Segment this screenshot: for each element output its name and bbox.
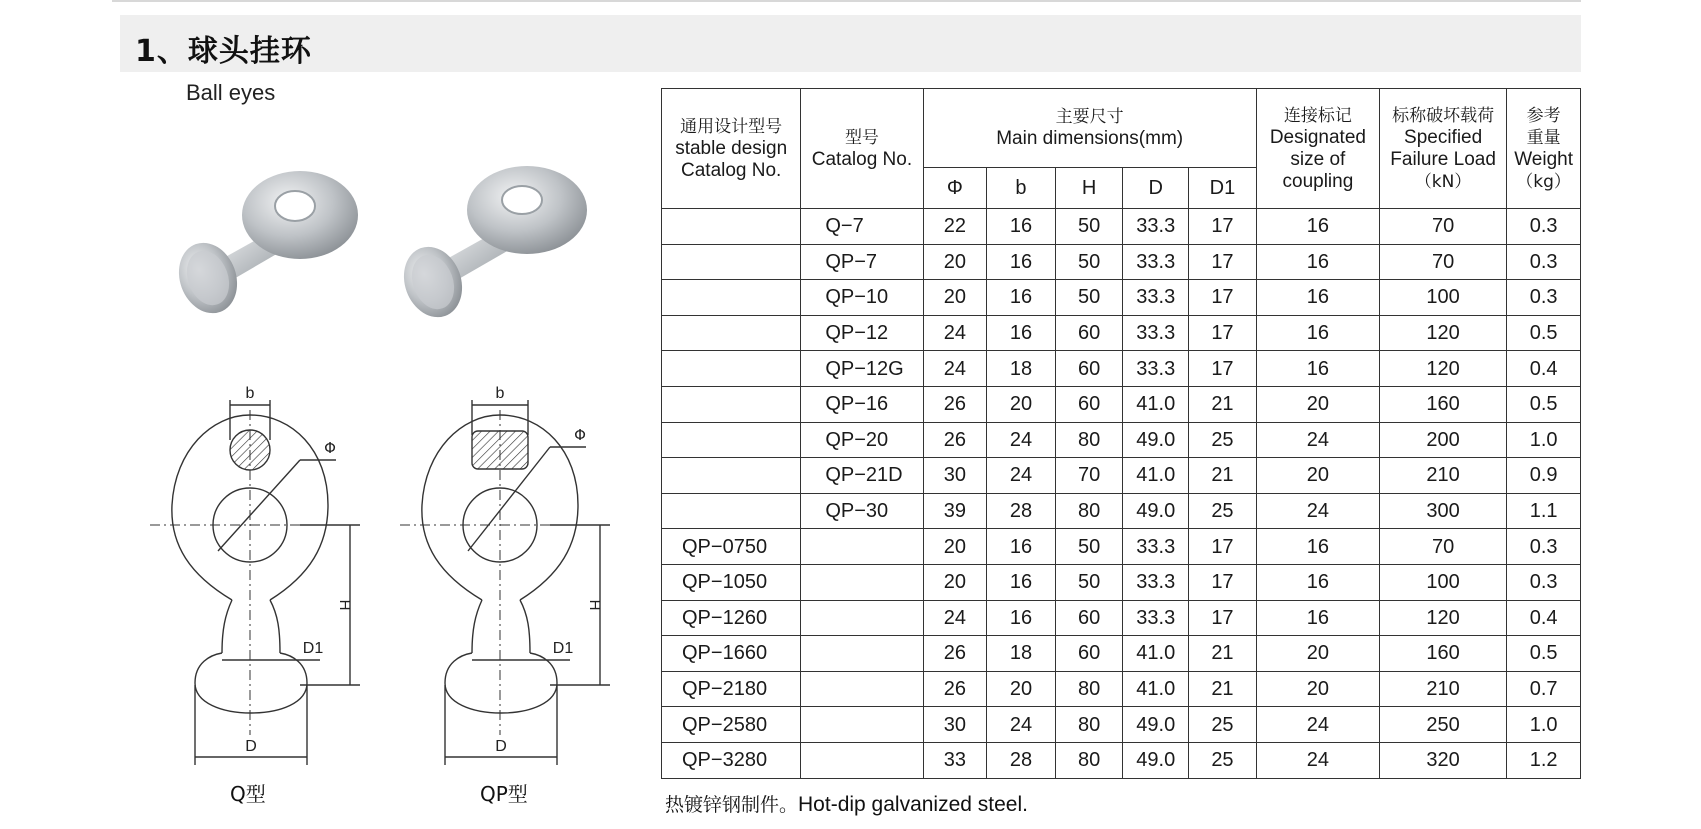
cell-design: QP−1660 xyxy=(662,636,801,672)
cell-design xyxy=(662,280,801,316)
cell-d: 33.3 xyxy=(1123,564,1189,600)
label-phi: Φ xyxy=(574,426,586,444)
cell-catalog: QP−12G xyxy=(801,351,923,387)
table-row xyxy=(662,529,1581,565)
cell-phi: 24 xyxy=(923,600,987,636)
section-header xyxy=(120,15,1581,72)
section-subtitle: Ball eyes xyxy=(186,80,276,105)
table-row xyxy=(662,209,1581,245)
table-row xyxy=(662,458,1581,494)
spec-table-body xyxy=(662,209,1581,779)
header-d: D xyxy=(1123,168,1189,209)
cell-catalog xyxy=(801,671,923,707)
header-main-dimensions: 主要尺寸 Main dimensions(mm) xyxy=(923,89,1256,168)
table-row xyxy=(662,564,1581,600)
cell-d1: 25 xyxy=(1189,742,1257,778)
cell-b: 24 xyxy=(987,422,1056,458)
label-h: H xyxy=(586,599,603,611)
cell-b: 18 xyxy=(987,351,1056,387)
footnote xyxy=(665,790,1028,817)
cell-coupling: 24 xyxy=(1256,742,1379,778)
table-row xyxy=(662,742,1581,778)
cell-b: 28 xyxy=(987,493,1056,529)
label-d: D xyxy=(245,738,257,755)
cell-d1: 17 xyxy=(1189,315,1257,351)
cell-design xyxy=(662,493,801,529)
cell-design: QP−1260 xyxy=(662,600,801,636)
cell-load: 70 xyxy=(1379,244,1506,280)
cell-catalog xyxy=(801,636,923,672)
cell-weight: 0.5 xyxy=(1507,386,1581,422)
cell-d: 49.0 xyxy=(1123,493,1189,529)
cell-phi: 39 xyxy=(923,493,987,529)
cell-weight: 1.0 xyxy=(1507,707,1581,743)
cell-design: QP−3280 xyxy=(662,742,801,778)
cell-d1: 17 xyxy=(1189,564,1257,600)
cell-catalog: QP−16 xyxy=(801,386,923,422)
cell-h: 80 xyxy=(1055,493,1123,529)
table-row xyxy=(662,493,1581,529)
table-row xyxy=(662,600,1581,636)
cell-coupling: 20 xyxy=(1256,386,1379,422)
cell-h: 60 xyxy=(1055,600,1123,636)
drawing-q-type xyxy=(150,385,400,770)
cell-weight: 0.3 xyxy=(1507,529,1581,565)
cell-d: 49.0 xyxy=(1123,742,1189,778)
drawing-qp-type xyxy=(400,385,650,770)
cell-design xyxy=(662,458,801,494)
caption-qp-type: QP型 xyxy=(480,782,528,806)
table-row xyxy=(662,636,1581,672)
cell-catalog: QP−20 xyxy=(801,422,923,458)
cell-catalog: QP−7 xyxy=(801,244,923,280)
cell-coupling: 24 xyxy=(1256,422,1379,458)
cell-weight: 0.3 xyxy=(1507,280,1581,316)
header-d1: D1 xyxy=(1189,168,1257,209)
cell-load: 70 xyxy=(1379,209,1506,245)
cell-load: 100 xyxy=(1379,564,1506,600)
cell-design xyxy=(662,244,801,280)
cell-h: 80 xyxy=(1055,671,1123,707)
cell-d1: 17 xyxy=(1189,529,1257,565)
header-phi: Φ xyxy=(923,168,987,209)
cell-coupling: 16 xyxy=(1256,280,1379,316)
section-title: 1、球头挂环 xyxy=(135,34,312,69)
label-b: b xyxy=(495,385,505,402)
cell-phi: 20 xyxy=(923,244,987,280)
cell-h: 60 xyxy=(1055,315,1123,351)
cell-h: 50 xyxy=(1055,564,1123,600)
cell-load: 120 xyxy=(1379,315,1506,351)
label-b: b xyxy=(245,385,255,402)
cell-b: 16 xyxy=(987,564,1056,600)
cell-load: 210 xyxy=(1379,671,1506,707)
cell-b: 16 xyxy=(987,280,1056,316)
cell-coupling: 16 xyxy=(1256,315,1379,351)
cell-catalog xyxy=(801,564,923,600)
cell-d1: 21 xyxy=(1189,671,1257,707)
cell-d: 41.0 xyxy=(1123,636,1189,672)
cell-h: 80 xyxy=(1055,707,1123,743)
cell-load: 70 xyxy=(1379,529,1506,565)
cell-phi: 26 xyxy=(923,636,987,672)
cell-coupling: 16 xyxy=(1256,600,1379,636)
cell-h: 50 xyxy=(1055,244,1123,280)
cell-load: 200 xyxy=(1379,422,1506,458)
cell-d: 33.3 xyxy=(1123,351,1189,387)
cell-coupling: 20 xyxy=(1256,458,1379,494)
cell-b: 24 xyxy=(987,707,1056,743)
cell-b: 16 xyxy=(987,600,1056,636)
top-rule xyxy=(112,0,1581,2)
label-d1: D1 xyxy=(552,640,574,657)
cell-d1: 17 xyxy=(1189,351,1257,387)
cell-design: QP−2580 xyxy=(662,707,801,743)
cell-d1: 21 xyxy=(1189,386,1257,422)
cell-d: 33.3 xyxy=(1123,280,1189,316)
spec-table xyxy=(661,88,1581,779)
cell-phi: 24 xyxy=(923,351,987,387)
cell-catalog xyxy=(801,707,923,743)
cell-coupling: 16 xyxy=(1256,529,1379,565)
cell-b: 16 xyxy=(987,315,1056,351)
cell-d1: 25 xyxy=(1189,707,1257,743)
cell-h: 80 xyxy=(1055,422,1123,458)
cell-coupling: 24 xyxy=(1256,707,1379,743)
cell-d1: 21 xyxy=(1189,458,1257,494)
cell-weight: 0.3 xyxy=(1507,209,1581,245)
cell-load: 100 xyxy=(1379,280,1506,316)
cell-b: 16 xyxy=(987,529,1056,565)
cell-d: 33.3 xyxy=(1123,529,1189,565)
cell-catalog xyxy=(801,742,923,778)
cell-phi: 20 xyxy=(923,280,987,316)
cell-catalog: QP−10 xyxy=(801,280,923,316)
table-row xyxy=(662,244,1581,280)
header-failure-load: 标称破坏载荷 Specified Failure Load （kN） xyxy=(1379,89,1506,209)
cell-coupling: 16 xyxy=(1256,351,1379,387)
header-coupling: 连接标记 Designated size of coupling xyxy=(1256,89,1379,209)
cell-d: 41.0 xyxy=(1123,386,1189,422)
cell-load: 160 xyxy=(1379,386,1506,422)
cell-weight: 0.5 xyxy=(1507,315,1581,351)
cell-catalog: QP−21D xyxy=(801,458,923,494)
cell-load: 120 xyxy=(1379,600,1506,636)
table-row xyxy=(662,351,1581,387)
label-d1: D1 xyxy=(302,640,324,657)
cell-h: 80 xyxy=(1055,742,1123,778)
cell-weight: 1.0 xyxy=(1507,422,1581,458)
cell-catalog: QP−12 xyxy=(801,315,923,351)
cell-d: 33.3 xyxy=(1123,315,1189,351)
cell-design xyxy=(662,422,801,458)
table-row xyxy=(662,386,1581,422)
cell-h: 60 xyxy=(1055,636,1123,672)
cell-d1: 17 xyxy=(1189,209,1257,245)
header-weight: 参考 重量 Weight （kg） xyxy=(1507,89,1581,209)
cell-coupling: 16 xyxy=(1256,564,1379,600)
footnote-cn: 热镀锌钢制件。 xyxy=(665,794,799,816)
caption-q-type: Q型 xyxy=(230,782,266,806)
footnote-en: Hot-dip galvanized steel. xyxy=(798,793,1028,816)
cell-b: 28 xyxy=(987,742,1056,778)
cell-phi: 22 xyxy=(923,209,987,245)
cell-d: 33.3 xyxy=(1123,244,1189,280)
cell-b: 20 xyxy=(987,386,1056,422)
table-row xyxy=(662,422,1581,458)
cell-h: 70 xyxy=(1055,458,1123,494)
cell-weight: 1.2 xyxy=(1507,742,1581,778)
cell-d: 33.3 xyxy=(1123,209,1189,245)
cell-phi: 30 xyxy=(923,458,987,494)
cell-design xyxy=(662,386,801,422)
header-b: b xyxy=(987,168,1056,209)
cell-h: 50 xyxy=(1055,280,1123,316)
cell-phi: 20 xyxy=(923,564,987,600)
header-catalog-no: 型号 Catalog No. xyxy=(801,89,923,209)
cell-phi: 20 xyxy=(923,529,987,565)
cell-weight: 1.1 xyxy=(1507,493,1581,529)
cell-h: 50 xyxy=(1055,529,1123,565)
photo-q-ball-eye xyxy=(170,160,385,340)
cell-h: 60 xyxy=(1055,386,1123,422)
cell-weight: 0.5 xyxy=(1507,636,1581,672)
cell-d: 33.3 xyxy=(1123,600,1189,636)
cell-catalog: QP−30 xyxy=(801,493,923,529)
cell-weight: 0.4 xyxy=(1507,600,1581,636)
photo-qp-ball-eye xyxy=(395,160,610,340)
cell-b: 18 xyxy=(987,636,1056,672)
cell-d1: 17 xyxy=(1189,280,1257,316)
label-h: H xyxy=(336,599,353,611)
cell-design: QP−0750 xyxy=(662,529,801,565)
cell-coupling: 16 xyxy=(1256,209,1379,245)
cell-phi: 26 xyxy=(923,386,987,422)
cell-load: 160 xyxy=(1379,636,1506,672)
cell-weight: 0.9 xyxy=(1507,458,1581,494)
cell-catalog xyxy=(801,529,923,565)
cell-weight: 0.4 xyxy=(1507,351,1581,387)
cell-weight: 0.3 xyxy=(1507,564,1581,600)
cell-d: 41.0 xyxy=(1123,671,1189,707)
cell-d: 41.0 xyxy=(1123,458,1189,494)
cell-load: 320 xyxy=(1379,742,1506,778)
header-h: H xyxy=(1055,168,1123,209)
cell-d1: 17 xyxy=(1189,244,1257,280)
label-d: D xyxy=(495,738,507,755)
cell-design xyxy=(662,209,801,245)
cell-load: 210 xyxy=(1379,458,1506,494)
cell-coupling: 16 xyxy=(1256,244,1379,280)
cell-d1: 25 xyxy=(1189,422,1257,458)
cell-catalog: Q−7 xyxy=(801,209,923,245)
cell-d: 49.0 xyxy=(1123,707,1189,743)
cell-weight: 0.3 xyxy=(1507,244,1581,280)
cell-design: QP−2180 xyxy=(662,671,801,707)
cell-catalog xyxy=(801,600,923,636)
cell-b: 16 xyxy=(987,244,1056,280)
cell-d: 49.0 xyxy=(1123,422,1189,458)
cell-coupling: 24 xyxy=(1256,493,1379,529)
cell-d1: 21 xyxy=(1189,636,1257,672)
cell-phi: 26 xyxy=(923,422,987,458)
cell-h: 60 xyxy=(1055,351,1123,387)
cell-phi: 33 xyxy=(923,742,987,778)
table-row xyxy=(662,280,1581,316)
label-phi: Φ xyxy=(324,439,336,457)
cell-phi: 30 xyxy=(923,707,987,743)
cell-phi: 24 xyxy=(923,315,987,351)
cell-coupling: 20 xyxy=(1256,671,1379,707)
cell-coupling: 20 xyxy=(1256,636,1379,672)
cell-design xyxy=(662,351,801,387)
table-row xyxy=(662,707,1581,743)
cell-load: 300 xyxy=(1379,493,1506,529)
cell-d1: 17 xyxy=(1189,600,1257,636)
cell-h: 50 xyxy=(1055,209,1123,245)
cell-design xyxy=(662,315,801,351)
cell-b: 20 xyxy=(987,671,1056,707)
cell-weight: 0.7 xyxy=(1507,671,1581,707)
cell-design: QP−1050 xyxy=(662,564,801,600)
cell-load: 120 xyxy=(1379,351,1506,387)
table-row xyxy=(662,671,1581,707)
cell-b: 16 xyxy=(987,209,1056,245)
table-row xyxy=(662,315,1581,351)
cell-b: 24 xyxy=(987,458,1056,494)
cell-d1: 25 xyxy=(1189,493,1257,529)
header-design-no: 通用设计型号 stable design Catalog No. xyxy=(662,89,801,209)
cell-phi: 26 xyxy=(923,671,987,707)
cell-load: 250 xyxy=(1379,707,1506,743)
